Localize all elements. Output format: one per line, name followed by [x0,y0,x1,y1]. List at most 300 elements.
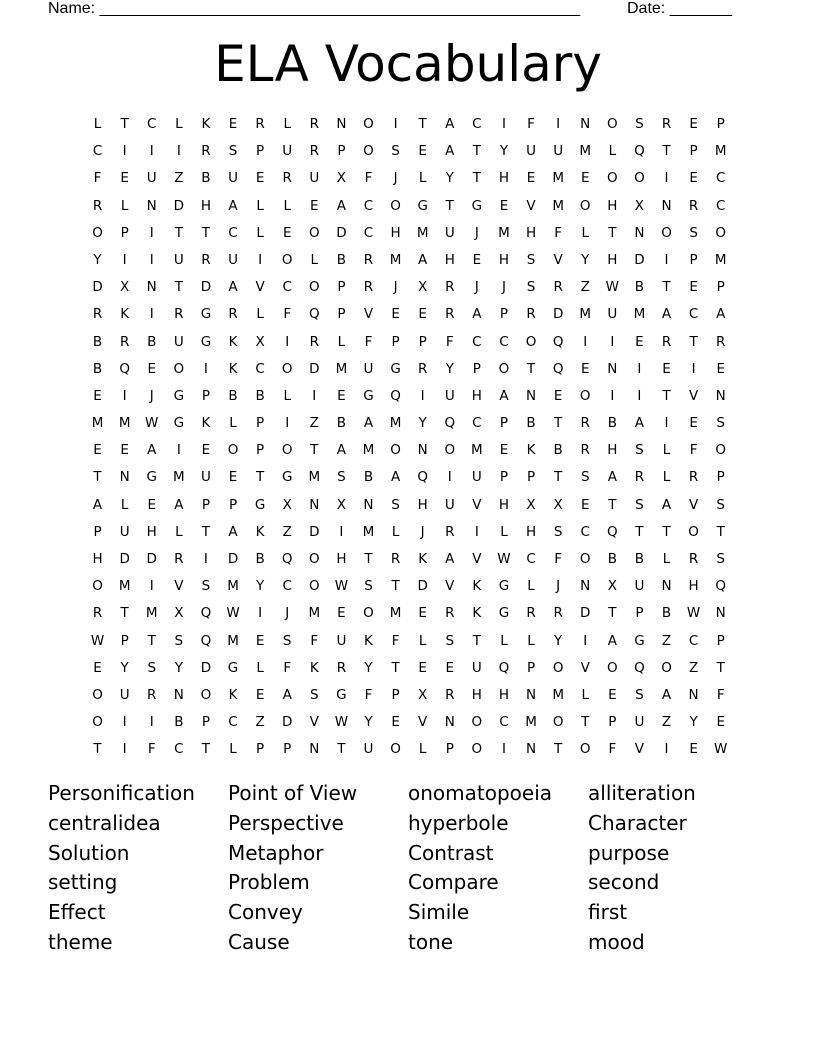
grid-letter: W [145,415,159,432]
grid-letter: G [390,360,401,377]
grid-letter: R [445,279,455,296]
word-bank-item: mood [588,929,645,954]
grid-letter: C [255,360,265,377]
grid-letter: O [173,360,185,377]
grid-letter: I [420,387,425,404]
grid-letter: R [201,143,211,160]
grid-letter: V [580,659,590,676]
grid-letter: P [337,306,346,323]
grid-letter: E [120,442,129,459]
word-bank-item: setting [48,870,118,895]
grid-letter: X [282,496,292,513]
grid-letter: F [364,686,373,703]
grid-letter: A [418,251,428,268]
grid-letter: F [310,632,319,649]
grid-letter: O [498,360,510,377]
grid-letter: P [716,469,725,486]
grid-letter: E [282,224,292,241]
grid-letter: A [228,197,238,214]
grid-letter: I [203,360,208,377]
grid-letter: K [364,632,373,649]
grid-letter: L [310,251,319,268]
grid-letter: I [664,170,669,187]
grid-letter: R [417,360,428,377]
grid-letter: I [258,251,263,268]
grid-letter: N [661,578,672,595]
grid-letter: R [336,659,347,676]
grid-letter: B [634,551,645,567]
grid-letter: O [308,551,320,567]
grid-letter: T [472,632,481,649]
grid-letter: R [282,170,292,187]
grid-letter: T [716,523,725,540]
grid-letter: M [227,632,239,649]
grid-letter: P [337,143,346,160]
grid-letter: C [228,714,238,731]
grid-letter: E [526,170,536,187]
grid-letter: T [662,387,671,404]
grid-letter: Y [364,659,373,676]
grid-letter: R [309,116,319,132]
grid-letter: N [580,578,591,595]
grid-letter: X [120,279,130,296]
grid-letter: R [119,333,130,350]
grid-letter: G [634,632,645,649]
grid-letter: T [445,197,454,214]
grid-letter: O [552,714,564,731]
grid-letter: U [336,632,347,649]
grid-letter: P [391,686,400,703]
grid-letter: I [149,714,154,731]
grid-letter: R [553,605,563,622]
grid-letter: A [445,143,455,160]
grid-letter: A [716,306,726,323]
grid-letter: G [471,197,483,214]
grid-letter: M [552,197,564,214]
grid-letter: X [526,496,536,513]
grid-letter: E [689,116,698,132]
grid-letter: I [149,578,154,595]
grid-letter: S [201,578,211,595]
grid-letter: C [499,333,509,350]
grid-letter: T [201,523,211,540]
grid-letter: R [526,306,536,323]
grid-letter: Y [418,415,427,432]
grid-letter: R [174,306,184,323]
grid-letter: C [282,578,292,595]
grid-letter: V [472,496,482,513]
word-bank-item: Personification [48,781,195,805]
grid-letter: I [393,116,398,132]
grid-letter: T [174,224,183,241]
grid-letter: A [336,442,347,459]
grid-letter: P [472,360,481,377]
grid-letter: X [336,170,347,187]
grid-letter: U [119,523,130,540]
word-bank-item: Solution [48,840,130,865]
grid-letter: S [445,632,455,649]
grid-letter: I [447,469,452,486]
grid-letter: E [120,170,129,187]
grid-letter: O [363,605,374,622]
grid-letter: J [393,170,398,187]
grid-letter: C [174,741,184,758]
grid-letter: L [256,197,264,214]
grid-letter: P [716,279,725,296]
grid-letter: P [201,714,210,731]
grid-letter: S [716,551,725,567]
grid-letter: D [552,306,564,323]
word-bank-item: Contrast [408,840,494,865]
word-bank [48,779,788,958]
grid-letter: P [391,333,400,350]
grid-letter: N [417,442,428,459]
grid-letter: Q [444,415,456,432]
grid-letter: G [173,387,185,404]
grid-letter: T [662,279,671,296]
grid-letter: S [174,632,184,649]
grid-letter: Q [200,632,212,649]
grid-letter: L [256,306,264,323]
grid-letter: J [285,605,290,622]
grid-letter: P [608,714,617,731]
grid-letter: N [525,686,537,703]
grid-letter: R [228,306,238,323]
grid-letter: E [635,333,644,350]
grid-letter: U [444,387,455,404]
grid-letter: F [364,333,373,350]
grid-letter: N [607,360,618,377]
letter-grid [84,111,734,764]
grid-letter: Y [554,632,563,649]
grid-letter: A [607,469,617,486]
grid-letter: I [501,116,506,132]
grid-letter: H [688,578,699,595]
word-bank-item: Effect [48,900,106,925]
grid-letter: S [310,686,319,703]
grid-letter: A [634,415,645,432]
grid-letter: C [580,523,590,540]
grid-row [84,111,734,138]
grid-letter: B [634,279,645,296]
grid-letter: O [525,333,537,350]
grid-letter: F [147,741,156,758]
grid-letter: L [662,469,671,486]
grid-letter: Y [581,251,590,268]
grid-letter: E [689,170,698,187]
grid-letter: P [283,741,292,758]
grid-letter: K [472,578,482,595]
grid-letter: G [254,496,266,513]
grid-letter: I [122,741,127,758]
grid-letter: B [147,333,157,350]
grid-letter: B [201,170,211,187]
grid-letter: T [526,360,536,377]
grid-letter: R [147,686,157,703]
grid-letter: E [689,279,698,296]
grid-letter: B [607,415,617,432]
grid-letter: B [363,469,374,486]
grid-letter: N [715,387,726,404]
grid-letter: G [281,469,293,486]
grid-letter: L [418,741,427,758]
grid-letter: E [255,632,265,649]
grid-letter: N [309,496,320,513]
grid-letter: U [471,469,482,486]
grid-letter: G [200,306,212,323]
grid-letter: U [309,170,320,187]
grid-letter: V [688,387,699,404]
grid-letter: I [691,360,696,377]
grid-letter: X [634,197,645,214]
grid-letter: E [499,442,509,459]
grid-letter: O [579,197,591,214]
grid-letter: L [500,523,508,540]
grid-letter: R [92,197,103,214]
grid-letter: O [390,442,401,459]
grid-letter: T [581,714,590,731]
word-bank-item: tone [408,929,454,954]
grid-letter: N [309,741,320,758]
grid-letter: M [525,714,537,731]
grid-letter: K [255,523,265,540]
grid-letter: X [418,686,428,703]
grid-letter: T [93,469,102,486]
grid-letter: H [92,551,103,567]
grid-letter: T [337,741,346,758]
grid-letter: O [92,578,103,595]
grid-letter: D [309,360,320,377]
grid-letter: A [174,496,184,513]
grid-letter: O [607,116,618,132]
grid-letter: M [145,605,158,622]
grid-letter: M [389,251,402,268]
grid-letter: U [553,143,564,160]
grid-letter: R [580,442,590,459]
grid-letter: T [662,143,671,160]
grid-letter: E [472,251,482,268]
grid-letter: X [607,578,617,595]
grid-letter: C [526,551,536,567]
name-line: Name: ______________________________________________________ [48,0,581,17]
grid-letter: R [92,306,103,323]
grid-row [84,655,734,682]
grid-letter: T [364,551,373,567]
grid-letter: L [527,578,535,595]
grid-letter: O [227,442,239,459]
grid-letter: O [579,387,591,404]
grid-letter: D [227,551,239,567]
grid-letter: Y [174,659,183,676]
grid-letter: V [174,578,184,595]
grid-letter: F [283,306,292,323]
grid-letter: T [310,442,319,459]
grid-letter: Q [552,360,564,377]
grid-letter: T [201,741,211,758]
grid-letter: R [661,116,672,132]
grid-letter: I [285,415,290,432]
grid-letter: N [634,224,645,241]
grid-letter: A [228,279,238,296]
grid-letter: O [92,224,103,241]
grid-letter: S [526,279,536,296]
grid-letter: O [363,143,374,160]
grid-letter: U [634,714,645,731]
grid-letter: W [714,741,728,758]
grid-letter: T [391,659,400,676]
grid-letter: L [527,632,535,649]
grid-letter: E [418,605,427,622]
word-bank-item: Character [588,810,687,835]
grid-letter: E [553,387,563,404]
grid-letter: A [147,442,157,459]
grid-letter: M [362,442,375,459]
grid-letter: I [285,333,290,350]
grid-letter: G [146,469,157,486]
grid-letter: O [200,686,212,703]
grid-letter: L [256,659,264,676]
grid-letter: F [689,442,698,459]
grid-letter: U [444,224,455,241]
grid-letter: A [336,197,347,214]
grid-letter: T [120,116,129,132]
grid-letter: I [610,333,615,350]
grid-letter: O [471,741,483,758]
grid-letter: O [552,659,564,676]
grid-row [84,329,734,356]
grid-letter: V [363,306,374,323]
grid-letter: X [336,496,347,513]
grid-letter: K [309,659,319,676]
grid-letter: T [554,469,563,486]
grid-letter: R [661,333,672,350]
grid-letter: Z [661,632,672,649]
grid-letter: C [363,224,374,241]
grid-letter: O [281,442,293,459]
grid-letter: M [362,523,375,540]
grid-letter: T [554,741,563,758]
grid-letter: D [200,279,212,296]
grid-letter: B [526,415,536,432]
grid-letter: S [282,632,292,649]
grid-row [84,247,734,274]
grid-letter: O [607,170,618,187]
grid-letter: G [417,197,428,214]
grid-letter: H [471,686,482,703]
grid-letter: A [661,306,672,323]
grid-letter: A [363,415,374,432]
grid-letter: L [229,741,237,758]
grid-letter: D [200,659,212,676]
grid-letter: D [634,251,645,268]
grid-letter: L [283,387,291,404]
grid-letter: Q [308,306,320,323]
grid-letter: U [282,143,293,160]
grid-row [84,274,734,301]
grid-letter: E [337,387,346,404]
grid-letter: O [390,197,401,214]
grid-letter: E [580,360,590,377]
grid-letter: R [255,116,265,132]
grid-letter: M [389,605,402,622]
grid-letter: P [256,143,265,160]
grid-letter: A [92,496,103,513]
grid-letter: I [176,143,181,160]
grid-row [84,709,734,736]
grid-letter: L [93,116,102,132]
grid-letter: E [93,442,102,459]
grid-letter: J [149,387,154,404]
word-bank-item: second [588,870,660,895]
grid-letter: O [281,360,293,377]
grid-letter: W [605,279,619,296]
grid-letter: V [553,251,563,268]
grid-row [84,193,734,220]
grid-letter: E [418,306,427,323]
grid-letter: N [661,197,672,214]
grid-letter: J [474,224,479,241]
word-bank-item: Metaphor [228,840,324,865]
grid-letter: M [389,415,402,432]
grid-letter: T [201,224,211,241]
grid-letter: U [471,659,482,676]
grid-letter: W [90,632,105,649]
grid-letter: M [579,306,592,323]
grid-letter: C [92,143,103,160]
grid-letter: N [146,279,157,296]
grid-letter: O [471,714,483,731]
grid-row [84,165,734,192]
grid-letter: I [149,224,154,241]
grid-letter: C [715,170,726,187]
grid-letter: Q [200,605,212,622]
grid-letter: T [147,632,156,649]
grid-letter: B [255,551,265,567]
grid-letter: P [499,469,509,486]
grid-letter: S [391,496,400,513]
grid-letter: T [608,496,617,513]
grid-letter: D [119,551,130,567]
grid-letter: A [282,686,292,703]
grid-letter: H [525,523,537,540]
grid-letter: L [337,333,346,350]
grid-letter: X [553,496,563,513]
grid-letter: I [664,415,669,432]
grid-letter: R [201,251,211,268]
grid-letter: Q [607,523,618,540]
grid-letter: R [526,605,536,622]
grid-letter: E [255,686,265,703]
grid-letter: E [418,659,427,676]
grid-letter: U [634,578,645,595]
grid-letter: N [336,116,347,132]
grid-letter: W [686,605,701,622]
grid-letter: Q [498,659,510,676]
grid-letter: Y [445,360,454,377]
grid-letter: G [200,333,212,350]
word-bank-item: Compare [408,870,499,895]
grid-letter: W [497,551,511,567]
grid-letter: C [715,197,726,214]
grid-letter: S [580,469,590,486]
grid-letter: C [147,116,157,132]
grid-letter: F [391,632,400,649]
grid-letter: G [173,415,185,432]
grid-letter: B [607,551,617,567]
grid-letter: U [228,251,238,268]
grid-letter: H [607,251,618,268]
grid-row [84,464,734,491]
